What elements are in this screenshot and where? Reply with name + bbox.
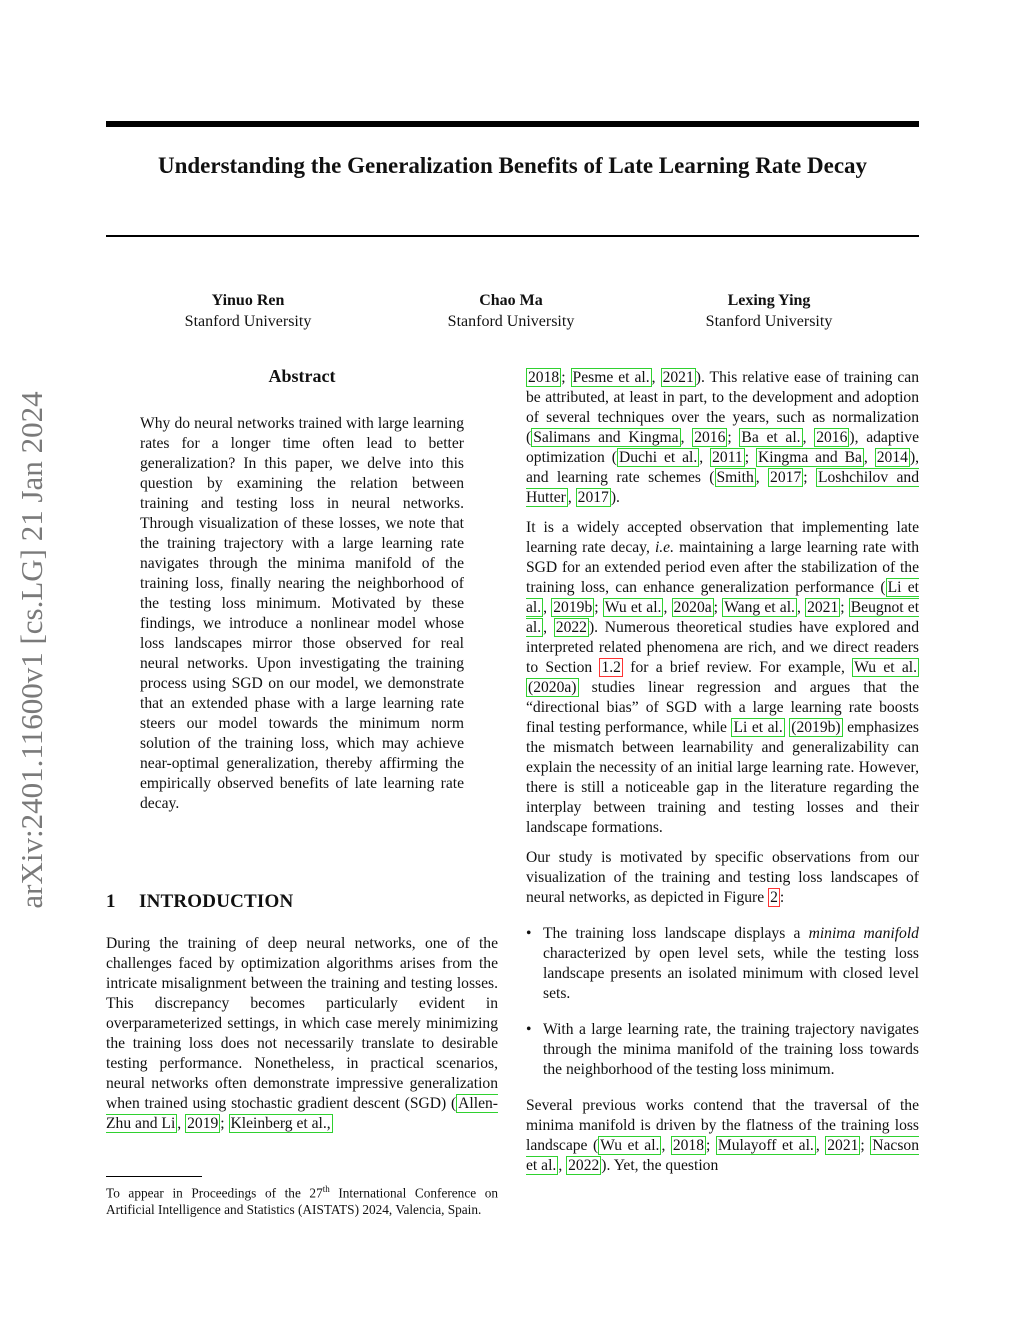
abstract-text: Why do neural networks trained with large learning rates for a longer time often lead to better generalization? In this paper, we delve into this question by examining the relation between training and testing loss in neural networks. Through visualization of these losses, we note that the training trajectory with a large learning rate navigates through the minima manifold of the training loss, finally nearing the neighborhood of the testing loss minimum. Motivated by these findings, we introduce a nonlinear model whose loss landscapes mirror those observed for real neural networks. Upon investigating the training process using SGD on our model, we demonstrate that an extended phase with a large learning rate steers our model towards the minimum norm solution of the training loss, which may achieve near-optimal generalization, thereby affirming the empirically observed benefits of late learning rate decay. — [140, 415, 464, 812]
citation-link[interactable]: Li et al. — [526, 579, 919, 616]
author-1 — [138, 290, 358, 332]
section-heading-introduction — [106, 891, 293, 913]
citation-link[interactable]: Loshchilov and Hutter — [526, 469, 920, 506]
bullet-icon: • — [526, 1021, 532, 1038]
citation-link[interactable]: (2020a) — [528, 679, 577, 696]
bullet-icon: • — [526, 925, 532, 942]
citation-link[interactable]: Wu et al. — [600, 1137, 660, 1154]
figure-reference-link[interactable]: 2 — [770, 889, 778, 906]
abstract-body — [140, 414, 464, 814]
footnote-rule — [106, 1176, 202, 1177]
citation-link[interactable]: Beugnot et al. — [526, 599, 920, 636]
citation-link[interactable]: 2021 — [807, 599, 839, 616]
citation-link[interactable]: Wu et al. — [604, 599, 662, 616]
paragraph-text: During the training of deep neural networks, one of the challenges faced by optimization algorithms arises from the intricate misalignment between the training and testing losses. This discrepancy becomes particularly evident in overparameterized settings, in which case merely minimizing the training loss does not necessarily translate to desirable testing performance. Nonetheless, in practical scenarios, neural networks often demonstrate impressive generalization when trained using stochastic gradient descent (SGD) ( — [106, 935, 498, 1112]
section-number: 1 — [106, 891, 116, 912]
citation-link[interactable]: Mulayoff et al. — [717, 1137, 814, 1154]
right-paragraph-1: 2018 ; Pesme et al. , 2021 ). This relative ease of training can be attributed, at least in part, to the development and adoption of several techniques over the years, such as normalization ( Salimans and Kingma , 2016 ; Ba et al. , 2016 ), adaptive optimization ( Duchi et al. , 2011 ; Kingma and Ba , 2014 ), and learning rate schemes ( Smith , 2017 ; Loshchilov and Hutter , 2017 ). — [526, 369, 920, 506]
arxiv-sidebar-id: arXiv:2401.11600v1 [cs.LG] 21 Jan 2024 — [14, 391, 49, 909]
section-reference-link[interactable]: 1.2 — [601, 659, 621, 676]
citation-link[interactable]: 2014 — [876, 449, 908, 466]
citation-link[interactable]: 2018 — [672, 1137, 705, 1154]
citation-link[interactable]: 2022 — [555, 619, 587, 636]
footnote: To appear in Proceedings of the 27th International Conference on Artificial Intelligence and Statistics (AISTATS) 2024, Valencia, Spain. — [106, 1184, 499, 1217]
author-affiliation: Stanford University — [184, 313, 312, 330]
citation-link[interactable]: Nacson et al. — [526, 1137, 920, 1174]
observation-list — [526, 924, 919, 1080]
citation-link[interactable]: 2016 — [816, 429, 848, 446]
citation-link[interactable]: Allen-Zhu and Li — [106, 1095, 498, 1132]
title-rule-top — [106, 121, 919, 127]
citation-link[interactable]: Kingma and Ba — [758, 449, 862, 466]
citation-link[interactable]: Smith — [716, 469, 754, 486]
citation-link[interactable]: Wang et al. — [724, 599, 795, 616]
citation-link[interactable]: 2016 — [694, 429, 726, 446]
intro-paragraph-1: During the training of deep neural networks, one of the challenges faced by optimization algorithms arises from the intricate misalignment between the training and testing losses. This discrepancy becomes particularly evident in overparameterized settings, in which case merely minimizing the training loss does not necessarily translate to desirable testing performance. Nonetheless, in practical scenarios, neural networks often demonstrate impressive generalization when trained using stochastic gradient descent (SGD) ( Allen-Zhu and Li , 2019 ; Kleinberg et al., — [106, 935, 498, 1132]
list-item: • With a large learning rate, the training trajectory navigates through the minima manifold of the training loss towards the neighborhood of the testing loss minimum. — [526, 1021, 919, 1078]
citation-link[interactable]: 2021 — [827, 1137, 859, 1154]
author-3 — [659, 290, 879, 332]
citation-link[interactable]: 2018 — [528, 369, 560, 386]
citation-link[interactable]: 2021 — [662, 369, 694, 386]
citation-link[interactable]: 2017 — [770, 469, 802, 486]
right-paragraph-4: Several previous works contend that the traversal of the minima manifold is driven by the flatness of the training loss landscape ( Wu et al. , 2018 ; Mulayoff et al. , 2021 ; Nacson et al. , 2022 ). Yet, the question — [526, 1097, 920, 1174]
right-column — [526, 368, 919, 1176]
author-affiliation: Stanford University — [705, 313, 833, 330]
section-title: INTRODUCTION — [139, 891, 294, 912]
citation-link[interactable]: (2019b) — [791, 719, 841, 736]
author-2 — [401, 290, 621, 332]
author-name: Lexing Ying — [727, 292, 811, 309]
citation-link[interactable]: Ba et al. — [741, 429, 801, 446]
author-name: Yinuo Ren — [211, 292, 285, 309]
citation-link[interactable]: 2019 — [187, 1115, 219, 1132]
right-paragraph-3: Our study is motivated by specific observations from our visualization of the training and testing loss landscapes of neural networks, as depicted in Figure 2 : — [526, 849, 919, 906]
citation-link[interactable]: 2019b — [553, 599, 593, 616]
citation-link[interactable]: Pesme et al. — [572, 369, 650, 386]
citation-link[interactable]: Li et al. — [733, 719, 783, 736]
footnote-superscript: th — [322, 1184, 330, 1194]
citation-link[interactable]: Kleinberg et al., — [230, 1115, 331, 1132]
list-item: • The training loss landscape displays a minima manifold characterized by open level sets, while the testing loss landscape presents an isolated minimum with closed level sets. — [526, 925, 919, 1002]
right-paragraph-2: It is a widely accepted observation that implementing late learning rate decay, i.e. maintaining a large learning rate with SGD for an extended period even after the stabilization of the training loss, can enhance generalization performance ( Li et al. , 2019b ; Wu et al. , 2020a ; Wang et al. , 2021 ; Beugnot et al. , 2022 ). Numerous theoretical studies have explored and interpreted related phenomena are rich, and we direct readers to Section 1.2 for a brief review. For example, Wu et al. (2020a) studies linear regression and argues that the “directional bias” of SGD with a large learning rate boosts final testing performance, while Li et al. (2019b) emphasizes the mismatch between learnability and generalizability can explain the necessity of an initial large learning rate. However, there is still a noticeable gap in the literature regarding the interplay between training and testing losses and their landscape formations. — [526, 519, 920, 836]
paper-title: Understanding the Generalization Benefits of Late Learning Rate Decay — [157, 153, 868, 178]
citation-link[interactable]: 2022 — [568, 1157, 600, 1174]
citation-link[interactable]: Wu et al. — [854, 659, 918, 676]
abstract-heading: Abstract — [268, 366, 336, 386]
title-rule-bottom — [106, 235, 919, 237]
author-affiliation: Stanford University — [447, 313, 575, 330]
intro-left-column — [106, 934, 498, 1134]
citation-link[interactable]: Salimans and Kingma — [533, 429, 679, 446]
citation-link[interactable]: 2017 — [577, 489, 609, 506]
citation-link[interactable]: Duchi et al. — [618, 449, 698, 466]
citation-link[interactable]: 2011 — [712, 449, 743, 466]
citation-link[interactable]: 2020a — [673, 599, 712, 616]
author-name: Chao Ma — [479, 292, 543, 309]
